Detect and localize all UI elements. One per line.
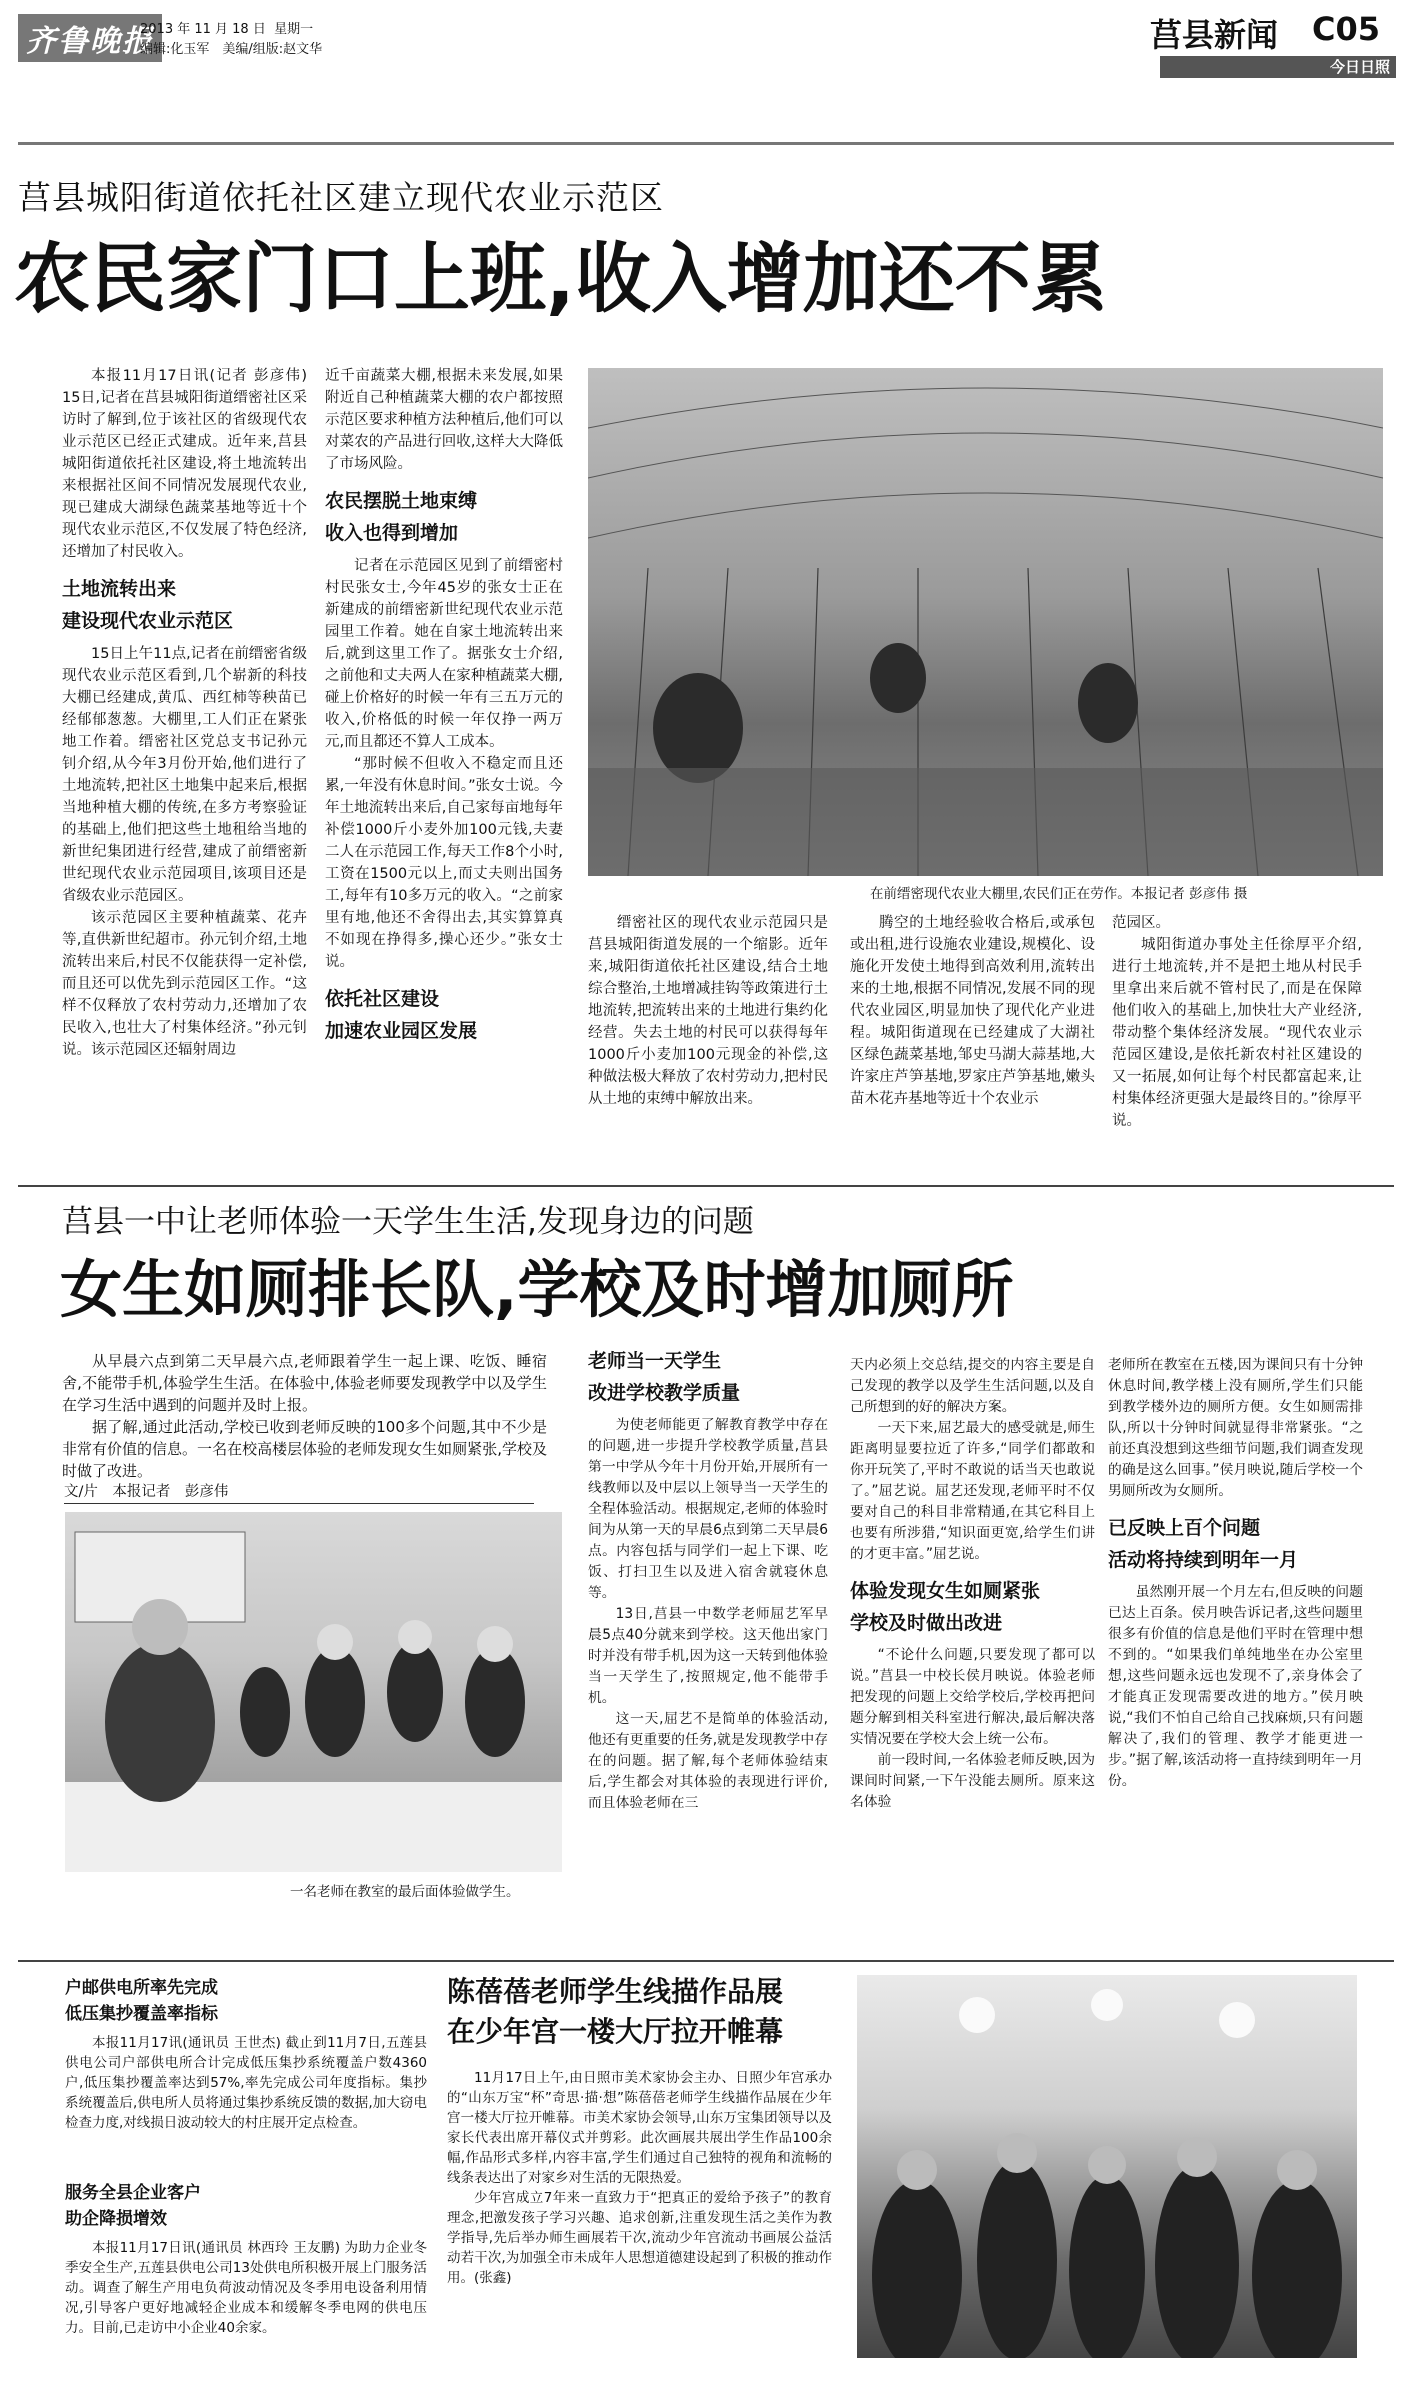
story1-kicker: 莒县城阳街道依托社区建立现代农业示范区 bbox=[18, 178, 664, 217]
editor-credits: 编辑:化玉军 美编/组版:赵文华 bbox=[140, 42, 323, 57]
story1-subhead-3: 依托社区建设 加速农业园区发展 bbox=[325, 988, 478, 1042]
story2-byline: 文/片 本报记者 彭彦伟 bbox=[64, 1480, 534, 1504]
story1-paragraph: 该示范园区主要种植蔬菜、花卉等,直供新世纪超市。孙元钊介绍,土地流转出来后,村民不仅能获得一定补偿,而且还可以优先到示范园区工作。“这样不仅释放了农村劳动力,还增加了农民收入,也壮大了村集体经济。”孙元钊说。该示范园区还辐射周边 bbox=[62, 910, 307, 1058]
story2-paragraph: 老师所在教室在五楼,因为课间只有十分钟休息时间,教学楼上没有厕所,学生们只能到教学楼外边的厕所方便。女生如厕需排队,所以十分钟时间就显得非常紧张。“之前还真没想到这些细节问题,我们调查发现的确是这么回事。”侯月映说,随后学校一个男厕所改为女厕所。 bbox=[1108, 1357, 1363, 1499]
story2-kicker: 莒县一中让老师体验一天学生生活,发现身边的问题 bbox=[62, 1204, 754, 1240]
story1-column-2 bbox=[325, 365, 563, 1053]
story2-subhead-1: 老师当一天学生 改进学校教学质量 bbox=[588, 1350, 741, 1404]
greenhouse-photo bbox=[588, 368, 1383, 876]
story1-paragraph: 缙密社区的现代农业示范园只是莒县城阳街道发展的一个缩影。近年来,城阳街道依托社区建设,结合土地综合整治,土地增减挂钩等政策进行土地流转,把流转出来的土地进行集约化经营。失去土地的村民可以获得每年1000斤小麦加100元现金的补偿,这种做法极大释放了农村劳动力,把村民从土地的束缚中解放出来。 bbox=[588, 915, 828, 1107]
story2-paragraph: “不论什么问题,只要发现了都可以说。”莒县一中校长侯月映说。体验老师把发现的问题上交给学校后,学校再把问题分解到相关科室进行解决,最后解决落实情况要在学校大会上统一公布。 bbox=[850, 1647, 1095, 1747]
story1-subhead-2: 农民摆脱土地束缚 收入也得到增加 bbox=[325, 490, 478, 544]
page-number: C05 bbox=[1312, 10, 1381, 48]
brief2-title: 服务全县企业客户 助企降损增效 bbox=[65, 2183, 201, 2229]
story1-paragraph: 城阳街道办事处主任徐厚平介绍,进行土地流转,并不是把土地从村民手里拿出来后就不管村民了,而是在保障他们收入的基础上,加快壮大产业经济,带动整个集体经济发展。“现代农业示范园区建设,是依托新农村社区建设的又一拓展,如何让每个村民都富起来,让村集体经济更强大是最终目的。”徐厚平说。 bbox=[1112, 937, 1362, 1129]
story1-column-4 bbox=[850, 912, 1095, 1110]
story1-lead: 本报11月17日讯(记者 彭彦伟) 15日,记者在莒县城阳街道缙密社区采访时了解到,位于该社区的省级现代农业示范区已经正式建成。近年来,莒县城阳街道依托社区建设,将土地流转出来根据社区间不同情况发展现代农业,现已建成大湖绿色蔬菜基地等近十个现代农业示范区,不仅发展了特色经济,还增加了村民收入。 bbox=[62, 368, 307, 560]
story1-paragraph: 近千亩蔬菜大棚,根据未来发展,如果附近自己种植蔬菜大棚的农户都按照示范区要求种植方法种植后,他们可以对菜农的产品进行回收,这样大大降低了市场风险。 bbox=[325, 368, 563, 472]
story1-headline: 农民家门口上班,收入增加还不累 bbox=[14, 234, 1107, 323]
story2-subhead-3: 已反映上百个问题 活动将持续到明年一月 bbox=[1108, 1517, 1299, 1571]
story2-paragraph: 一天下来,屈艺最大的感受就是,师生距离明显要拉近了许多,“同学们都敢和你开玩笑了,平时不敢说的话当天也敢说了。”屈艺说。屈艺还发现,老师平时不仅要对自己的科目非常精通,在其它科目上也要有所涉猎,“知识面更宽,给学生们讲的才更丰富。”屈艺说。 bbox=[850, 1420, 1095, 1562]
story2-column-3 bbox=[850, 1355, 1095, 1813]
story2-paragraph: 13日,莒县一中数学老师屈艺军早晨5点40分就来到学校。这天他出家门时并没有带手机,因为这一天转到他体验当一天学生了,按照规定,他不能带手机。 bbox=[588, 1606, 828, 1706]
brief-enterprise-service bbox=[65, 2180, 427, 2338]
story2-column-4 bbox=[1108, 1355, 1363, 1792]
exhibition-photo bbox=[857, 1975, 1357, 2358]
story1-paragraph: 15日上午11点,记者在前缙密省级现代农业示范区看到,几个崭新的科技大棚已经建成,黄瓜、西红柿等秧苗已经郁郁葱葱。大棚里,工人们正在紧张地工作着。缙密社区党总支书记孙元钊介绍,从今年3月份开始,他们进行了土地流转,把社区土地集中起来后,根据当地种植大棚的传统,在多方考察验证的基础上,他们把这些土地租给当地的新世纪集团进行经营,建成了前缙密新世纪现代农业示范园项目,该项目还是省级农业示范园区。 bbox=[62, 646, 307, 904]
section-name: 莒县新闻 bbox=[1150, 16, 1279, 54]
story1-column-3 bbox=[588, 912, 828, 1110]
exhibition-illustration bbox=[857, 1975, 1357, 2358]
story2-lead-block bbox=[62, 1350, 547, 1482]
story2-subhead-2: 体验发现女生如厕紧张 学校及时做出改进 bbox=[850, 1580, 1041, 1634]
story1-subhead-1: 土地流转出来 建设现代农业示范区 bbox=[62, 578, 234, 632]
story2-bottom-rule bbox=[18, 1960, 1394, 1962]
brief-power-metering bbox=[65, 1975, 427, 2133]
story3-paragraph: 少年宫成立7年来一直致力于“把真正的爱给予孩子”的教育理念,把激发孩子学习兴趣、追求创新,注重发现生活之美作为教学指导,先后举办师生画展若干次,流动少年宫流动书画展公益活动若干次,为加强全市未成年人思想道德建设起到了积极的推动作用。(张鑫) bbox=[447, 2190, 832, 2286]
story1-paragraph: 范园区。 bbox=[1112, 915, 1170, 931]
newspaper-logo: 齐鲁晚报 bbox=[18, 14, 162, 62]
story1-column-5 bbox=[1112, 912, 1362, 1132]
greenhouse-illustration bbox=[588, 368, 1383, 876]
story2-lead-paragraph: 据了解,通过此活动,学校已收到老师反映的100多个问题,其中不少是非常有价值的信息。一名在校高楼层体验的老师发现女生如厕紧张,学校及时做了改进。 bbox=[62, 1418, 547, 1480]
brief2-body: 本报11月17日讯(通讯员 林西玲 王友鹏) 为助力企业冬季安全生产,五莲县供电公司13处供电所积极开展上门服务活动。调查了解生产用电负荷波动情况及冬季用电设备利用情况,引导客户更好地减轻企业成本和缓解冬季电网的供电压力。目前,已走访中小企业40余家。 bbox=[65, 2240, 427, 2336]
brief1-body: 本报11月17讯(通讯员 王世杰) 截止到11月7日,五莲县供电公司户部供电所合计完成低压集抄系统覆盖户数4360户,低压集抄覆盖率达到57%,率先完成公司年度指标。集抄系统覆盖后,供电所人员将通过集抄系统反馈的数据,加大窃电检查力度,对线损日波动较大的村庄展开定点检查。 bbox=[65, 2035, 427, 2131]
issue-date: 2013 年 11 月 18 日 星期一 bbox=[140, 22, 314, 37]
classroom-illustration bbox=[65, 1512, 562, 1872]
story3-title: 陈蓓蓓老师学生线描作品展 在少年宫一楼大厅拉开帷幕 bbox=[447, 1975, 784, 2048]
story3-body bbox=[447, 2068, 832, 2288]
story1-paragraph: “那时候不但收入不稳定而且还累,一年没有休息时间。”张女士说。今年土地流转出来后,自己家每亩地每年补偿1000斤小麦外加100元钱,夫妻二人在示范园工作,每天工作8个小时,工资在1500元以上,而丈夫则出国务工,每年有10多万元的收入。“之前家里有地,他还不舍得出去,其实算算真不如现在挣得多,操心还少。”张女士说。 bbox=[325, 756, 563, 970]
masthead-rule bbox=[18, 142, 1394, 145]
brief1-title: 户邮供电所率先完成 低压集抄覆盖率指标 bbox=[65, 1978, 218, 2024]
masthead bbox=[0, 0, 1409, 150]
story3-paragraph: 11月17日上午,由日照市美术家协会主办、日照少年宫承办的“山东万宝“杯”奇思·描·想”陈蓓蓓老师学生线描作品展在少年宫一楼大厅拉开帷幕。市美术家协会领导,山东万宝集团领导以及家长代表出席开幕仪式并剪彩。此次画展共展出学生作品100余幅,作品形式多样,内容丰富,学生们通过自己独特的视角和流畅的线条表达出了对家乡对生活的无限热爱。 bbox=[447, 2070, 832, 2186]
story2-headline: 女生如厕排长队,学校及时增加厕所 bbox=[60, 1253, 1014, 1326]
edition-badge: 今日日照 bbox=[1160, 56, 1396, 78]
classroom-photo bbox=[65, 1512, 562, 1872]
story2-lead-paragraph: 从早晨六点到第二天早晨六点,老师跟着学生一起上课、吃饭、睡宿舍,不能带手机,体验学生生活。在体验中,体验老师要发现教学中以及学生在学习生活中遇到的问题并及时上报。 bbox=[62, 1352, 547, 1414]
story2-paragraph: 为使老师能更了解教育教学中存在的问题,进一步提升学校教学质量,莒县第一中学从今年十月份开始,开展所有一线教师以及中层以上领导当一天学生的全程体验活动。根据规定,老师的体验时间为从第一天的早晨6点到第二天早晨6点。内容包括与同学们一起上下课、吃饭、打扫卫生以及进入宿舍就寝休息等。 bbox=[588, 1417, 828, 1601]
story2-paragraph: 虽然刚开展一个月左右,但反映的问题已达上百条。侯月映告诉记者,这些问题里很多有价值的信息是他们平时在管理中想不到的。“如果我们单纯地坐在办公室里想,这些问题永远也发现不了,亲身体会了才能真正发现需要改进的地方。”侯月映说,“我们不怕自己给自己找麻烦,只有问题解决了,我们的管理、教学才能更进一步。”据了解,该活动将一直持续到明年一月份。 bbox=[1108, 1584, 1363, 1789]
story2-paragraph: 这一天,屈艺不是简单的体验活动,他还有更重要的任务,就是发现教学中存在的问题。据了解,每个老师体验结束后,学生都会对其体验的表现进行评价,而且体验老师在三 bbox=[588, 1711, 828, 1811]
story2-paragraph: 前一段时间,一名体验老师反映,因为课间时间紧,一下午没能去厕所。原来这名体验 bbox=[850, 1752, 1095, 1810]
story1-paragraph: 记者在示范园区见到了前缙密村村民张女士,今年45岁的张女士正在新建成的前缙密新世纪现代农业示范园里工作着。她在自家土地流转出来后,就到这里工作了。据张女士介绍,之前他和丈夫两人在家种植蔬菜大棚,碰上价格好的时候一年有三五万元的收入,价格低的时候一年仅挣一两万元,而且都还不算人工成本。 bbox=[325, 558, 563, 750]
story2-paragraph: 天内必须上交总结,提交的内容主要是自己发现的教学以及学生生活问题,以及自己所想到的好的解决方案。 bbox=[850, 1357, 1095, 1415]
classroom-photo-caption: 一名老师在教室的最后面体验做学生。 bbox=[290, 1884, 520, 1900]
greenhouse-photo-caption: 在前缙密现代农业大棚里,农民们正在劳作。本报记者 彭彦伟 摄 bbox=[870, 886, 1248, 902]
story1-paragraph: 腾空的土地经验收合格后,或承包或出租,进行设施农业建设,规模化、设施化开发使土地得到高效利用,流转出来的土地,根据不同情况,发展不同的现代农业园区,明显加快了现代化产业进程。城阳街道现在已经建成了大湖社区绿色蔬菜基地,邹史马湖大蒜基地,大许家庄芦笋基地,罗家庄芦笋基地,嫩头苗木花卉基地等近十个农业示 bbox=[850, 915, 1095, 1107]
story2-column-2 bbox=[588, 1345, 828, 1814]
story1-column-1 bbox=[62, 365, 307, 1061]
story1-bottom-rule bbox=[18, 1185, 1394, 1187]
